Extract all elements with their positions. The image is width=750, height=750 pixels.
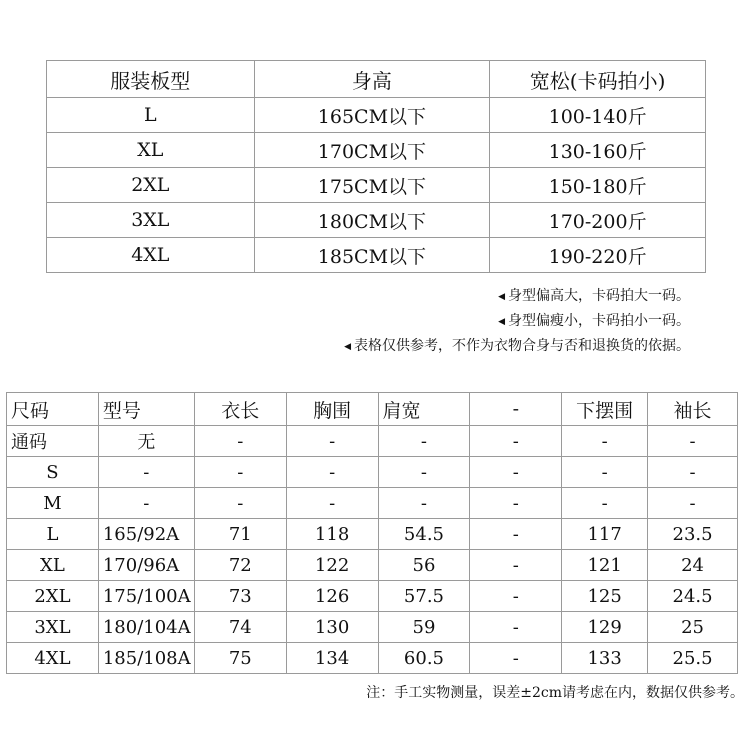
header-cell: 下摆围 [562,393,648,426]
chest-cell: 118 [286,519,378,550]
size-cell: L [7,519,99,550]
table-row [7,643,738,674]
length-cell: 73 [194,581,286,612]
length-cell: 72 [194,550,286,581]
chest-cell: 122 [286,550,378,581]
note-text: 表格仅供参考，不作为衣物合身与否和退换货的依据。 [354,338,690,354]
shoulder-cell: 57.5 [378,581,470,612]
sleeve-cell: 25.5 [648,643,738,674]
header-cell: 肩宽 [378,393,470,426]
hem-cell: 117 [562,519,648,550]
length-cell: 75 [194,643,286,674]
length-cell: 74 [194,612,286,643]
triangle-left-icon: ◀ [498,292,505,302]
size-cell: XL [7,550,99,581]
blank-cell: - [470,581,562,612]
note-text: 身型偏瘦小，卡码拍小一码。 [508,313,690,329]
chest-cell: - [286,457,378,488]
triangle-left-icon: ◀ [498,317,505,327]
shoulder-cell: - [378,457,470,488]
note-line [344,284,690,309]
length-cell: 71 [194,519,286,550]
table-row [47,168,706,203]
chest-cell: - [286,426,378,457]
size-cell: XL [47,133,255,168]
length-cell: - [194,457,286,488]
hem-cell: 129 [562,612,648,643]
model-cell: 185/108A [98,643,194,674]
height-cell: 175CM以下 [254,168,490,203]
hem-cell: 133 [562,643,648,674]
size-guide-table [46,60,706,273]
chest-cell: - [286,488,378,519]
note-line [344,334,690,359]
shoulder-cell: 54.5 [378,519,470,550]
sleeve-cell: 23.5 [648,519,738,550]
table-row [7,488,738,519]
length-cell: - [194,426,286,457]
header-cell: 服装板型 [47,61,255,98]
header-cell: - [470,393,562,426]
chest-cell: 134 [286,643,378,674]
size-cell: 3XL [7,612,99,643]
sleeve-cell: - [648,457,738,488]
chest-cell: 130 [286,612,378,643]
blank-cell: - [470,643,562,674]
height-cell: 170CM以下 [254,133,490,168]
chest-cell: 126 [286,581,378,612]
table-row [7,612,738,643]
fit-notes [344,284,690,359]
blank-cell: - [470,426,562,457]
size-cell: 2XL [7,581,99,612]
table-row [47,203,706,238]
table-header-row [47,61,706,98]
model-cell: 180/104A [98,612,194,643]
table-row [7,581,738,612]
hem-cell: - [562,488,648,519]
table-row [7,550,738,581]
model-cell: 170/96A [98,550,194,581]
size-cell: L [47,98,255,133]
header-cell: 衣长 [194,393,286,426]
blank-cell: - [470,612,562,643]
model-cell: - [98,488,194,519]
table-row [47,238,706,273]
note-line [344,309,690,334]
header-cell: 胸围 [286,393,378,426]
size-cell: 3XL [47,203,255,238]
size-cell: 通码 [7,426,99,457]
blank-cell: - [470,488,562,519]
table-row [47,98,706,133]
size-cell: 4XL [7,643,99,674]
blank-cell: - [470,519,562,550]
sleeve-cell: 24 [648,550,738,581]
sleeve-cell: 24.5 [648,581,738,612]
shoulder-cell: 60.5 [378,643,470,674]
header-cell: 尺码 [7,393,99,426]
weight-cell: 100-140斤 [490,98,706,133]
header-cell: 身高 [254,61,490,98]
blank-cell: - [470,550,562,581]
hem-cell: 121 [562,550,648,581]
hem-cell: - [562,426,648,457]
header-cell: 型号 [98,393,194,426]
weight-cell: 190-220斤 [490,238,706,273]
shoulder-cell: - [378,426,470,457]
sleeve-cell: - [648,488,738,519]
size-cell: S [7,457,99,488]
size-cell: 4XL [47,238,255,273]
table-row [47,133,706,168]
weight-cell: 150-180斤 [490,168,706,203]
shoulder-cell: - [378,488,470,519]
hem-cell: 125 [562,581,648,612]
size-cell: 2XL [47,168,255,203]
size-cell: M [7,488,99,519]
blank-cell: - [470,457,562,488]
header-cell: 宽松(卡码拍小) [490,61,706,98]
shoulder-cell: 59 [378,612,470,643]
model-cell: 无 [98,426,194,457]
table-row [7,457,738,488]
height-cell: 165CM以下 [254,98,490,133]
shoulder-cell: 56 [378,550,470,581]
model-cell: 165/92A [98,519,194,550]
table-row [7,519,738,550]
height-cell: 185CM以下 [254,238,490,273]
sleeve-cell: - [648,426,738,457]
header-cell: 袖长 [648,393,738,426]
weight-cell: 130-160斤 [490,133,706,168]
triangle-left-icon: ◀ [344,342,351,352]
sleeve-cell: 25 [648,612,738,643]
measurement-table [6,392,738,674]
hem-cell: - [562,457,648,488]
table-header-row [7,393,738,426]
weight-cell: 170-200斤 [490,203,706,238]
table-row [7,426,738,457]
note-text: 身型偏高大，卡码拍大一码。 [508,288,690,304]
model-cell: - [98,457,194,488]
length-cell: - [194,488,286,519]
footnote: 注：手工实物测量，误差±2cm请考虑在内，数据仅供参考。 [366,685,744,701]
model-cell: 175/100A [98,581,194,612]
height-cell: 180CM以下 [254,203,490,238]
